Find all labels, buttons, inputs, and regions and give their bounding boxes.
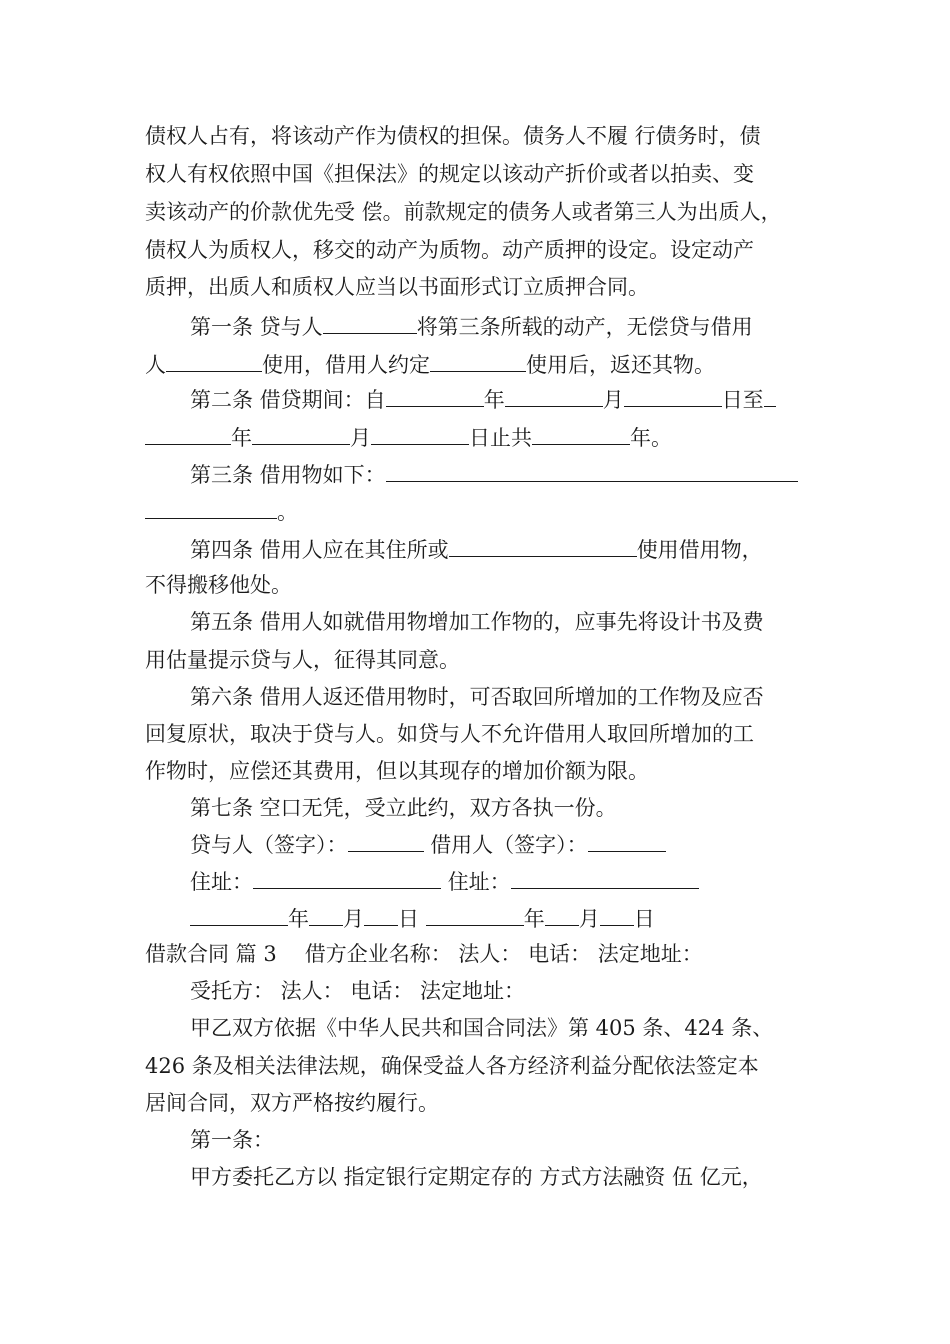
article-6-line-2: 回复原状，取决于贷与人。如贷与人不允许借用人取回所增加的工 [145,722,754,746]
borrower-signature-blank[interactable] [588,829,666,852]
blank-start-month[interactable] [505,384,603,407]
article-heading: 第一条： [190,1128,274,1152]
article-2-line-2 [145,422,672,452]
article-3-text: 第三条 借用物如下： [190,463,386,487]
borrower-date-day-blank[interactable] [600,903,634,926]
article-1-text: 将第三条所载的动产，无偿贷与借用 [416,315,753,339]
year-label: 年 [483,388,505,412]
blank-end-day[interactable] [371,422,469,445]
intro-line: 甲乙双方依据《中华人民共和国合同法》第 405 条、424 条、 [190,1016,774,1040]
paragraph-line: 债权人占有，将该动产作为债权的担保。债务人不履 行债务时，债 [145,124,761,148]
month-label: 月 [602,388,624,412]
lender-date-day-blank[interactable] [364,903,398,926]
borrower-address-label: 住址： [447,870,511,894]
lender-address-blank[interactable] [253,866,441,889]
month-label: 月 [343,907,364,931]
paragraph-line: 质押，出质人和质权人应当以书面形式订立质押合同。 [145,275,649,299]
paragraph-line: 权人有权依照中国《担保法》的规定以该动产折价或者以拍卖、变 [145,162,754,186]
article-2-text: 日止共 [469,426,532,450]
article-2-text: 第二条 借贷期间：自 [190,388,386,412]
article-3-line-2 [145,496,298,526]
article-4-text: 使用借用物， [636,538,763,562]
month-label: 月 [350,426,371,450]
article-1-line-2 [145,349,715,379]
borrower-fields: 借方企业名称： 法人： 电话： 法定地址： [304,942,703,966]
borrower-date-year-blank[interactable] [426,903,524,926]
blank-location[interactable] [449,534,637,557]
blank-borrower[interactable] [166,349,262,372]
article-2-line [190,384,776,414]
contract-3-header-line [145,940,703,968]
signature-line [190,829,666,859]
article-6-line-3: 作物时，应偿还其费用，但以其现存的增加价额为限。 [145,759,649,783]
paragraph-line: 卖该动产的价款优先受 偿。前款规定的债务人或者第三人为出质人， [145,200,782,224]
article-2-text: 日至 [721,388,764,412]
lender-date-month-blank[interactable] [309,903,343,926]
blank-end-month[interactable] [252,422,350,445]
section-title: 借款合同 篇 3 [145,942,277,966]
blank-total-years[interactable] [532,422,630,445]
day-label: 日 [398,907,419,931]
article-1-line [190,311,753,341]
article-4-line [190,534,763,564]
address-line [190,866,699,896]
lender-signature-blank[interactable] [348,829,424,852]
year-label: 年 [288,907,309,931]
year-label: 年 [523,907,545,931]
paragraph-line: 债权人为质权人，移交的动产为质物。动产质押的设定。设定动产 [145,238,754,262]
lender-signature-label: 贷与人（签字）： [190,833,348,857]
blank-lender[interactable] [323,311,417,334]
article-4-line-2: 不得搬移他处。 [145,573,292,597]
blank-usage[interactable] [430,349,526,372]
blank-end-year-start[interactable] [764,384,776,407]
lender-date-year-blank[interactable] [190,903,288,926]
article-5-line-2: 用估量提示贷与人，征得其同意。 [145,648,460,672]
article-4-text: 第四条 借用人应在其住所或 [190,538,449,562]
article-text: 甲方委托乙方以 指定银行定期定存的 方式方法融资 伍 亿元， [190,1165,763,1189]
trustee-fields: 受托方： 法人： 电话： 法定地址： [190,979,526,1003]
day-label: 日 [633,907,655,931]
article-1-text: 使用后，返还其物。 [526,353,715,377]
month-label: 月 [578,907,600,931]
article-5-line: 第五条 借用人如就借用物增加工作物的，应事先将设计书及费 [190,610,764,634]
article-1-text: 第一条 贷与人 [190,315,323,339]
article-2-text: 年。 [630,426,672,450]
date-line [190,903,655,933]
blank-start-year[interactable] [386,384,484,407]
article-7-line: 第七条 空口无凭，受立此约，双方各执一份。 [190,796,617,820]
blank-end-year[interactable] [145,422,231,445]
article-3-text: 。 [277,500,298,524]
lender-address-label: 住址： [190,870,253,894]
blank-borrowed-items-cont[interactable] [145,496,277,519]
borrower-signature-label: 借用人（签字）： [430,833,588,857]
intro-line-3: 居间合同，双方严格按约履行。 [145,1091,439,1115]
borrower-date-month-blank[interactable] [545,903,579,926]
borrower-address-blank[interactable] [511,866,699,889]
article-6-line: 第六条 借用人返还借用物时，可否取回所增加的工作物及应否 [190,685,764,709]
blank-start-day[interactable] [624,384,722,407]
intro-line-2: 426 条及相关法律法规，确保受益人各方经济利益分配依法签定本 [145,1054,759,1078]
article-1-text: 使用，借用人约定 [262,353,430,377]
blank-borrowed-items[interactable] [386,459,798,482]
year-label: 年 [231,426,252,450]
article-1-text: 人 [145,353,166,377]
article-3-line [190,459,798,489]
